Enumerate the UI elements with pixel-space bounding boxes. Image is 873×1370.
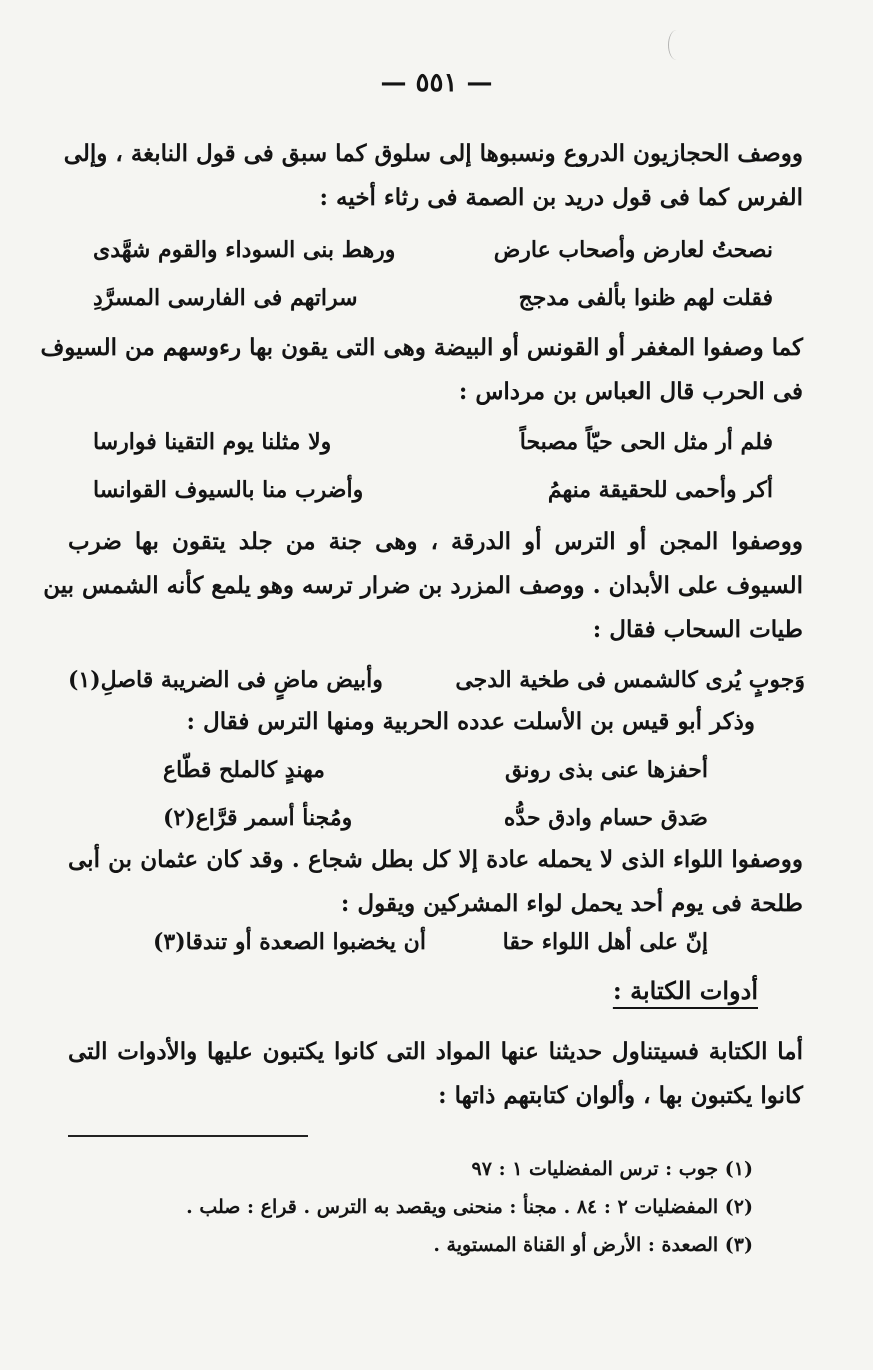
verse-first-hemistich: إنّ على أهل اللواء حقا	[502, 929, 708, 955]
verse-second-hemistich: وأضرب منا بالسيوف القوانسا	[93, 477, 364, 503]
text-line: وذكر أبو قيس بن الأسلت عدده الحربية ومنها الترس فقال :	[186, 708, 755, 735]
verse-line	[93, 466, 773, 514]
paragraph-helmet	[40, 326, 803, 414]
verse-first-hemistich: صَدق حسام وادق حدُّه	[503, 805, 708, 831]
poem-muzarrid	[68, 656, 805, 704]
ink-smudge	[668, 30, 685, 60]
text-line: فى الحرب قال العباس بن مرداس :	[458, 378, 803, 405]
paragraph-banner	[68, 838, 803, 926]
paragraph-abu-qays	[187, 700, 756, 744]
verse-line	[68, 656, 805, 704]
text-line: ووصف الحجازيون الدروع ونسبوها إلى سلوق كما سبق فى قول النابغة ، وإلى	[63, 140, 803, 167]
poem-abbas	[93, 418, 773, 514]
verse-first-hemistich: فلم أر مثل الحى حيّاً مصبحاً	[519, 429, 773, 455]
verse-second-hemistich: سراتهم فى الفارسى المسرَّدِ	[93, 285, 358, 311]
verse-line	[163, 794, 708, 842]
footnote-divider	[68, 1135, 308, 1137]
text-line: السيوف على الأبدان . ووصف المزرد بن ضرار ترسه وهو يلمع كأنه الشمس بين	[43, 572, 803, 599]
verse-first-hemistich: وَجوبٍ يُرى كالشمس فى طخية الدجى	[455, 667, 805, 693]
verse-line	[93, 274, 773, 322]
footnotes	[103, 1150, 753, 1264]
text-line: طيات السحاب فقال :	[592, 616, 803, 643]
section-heading: أدوات الكتابة :	[612, 976, 758, 1005]
poem-uthman	[153, 918, 708, 966]
paragraph-shield	[43, 520, 803, 652]
paragraph-writing	[68, 1030, 803, 1118]
verse-first-hemistich: أكر وأحمى للحقيقة منهمُ	[547, 477, 773, 503]
text-line: كانوا يكتبون بها ، وألوان كتابتهم ذاتها :	[438, 1082, 803, 1109]
verse-second-hemistich: وأبيض ماضٍ فى الضريبة قاصلِ(١)	[68, 667, 383, 693]
text-line: أما الكتابة فسيتناول حديثنا عنها المواد التى كانوا يكتبون عليها والأدوات التى	[68, 1038, 803, 1065]
verse-second-hemistich: ومُجنأ أسمر قرَّاع(٢)	[163, 805, 353, 831]
footnote-1	[153, 1150, 753, 1188]
verse-line	[93, 418, 773, 466]
poem-abu-qays	[163, 746, 708, 842]
paragraph-armor-hijazi	[63, 132, 803, 220]
text-line: ووصفوا المجن أو الترس أو الدرقة ، وهى جنة من جلد يتقون بها ضرب	[68, 528, 803, 555]
footnote-2: (٢) المفضليات ٢ : ٨٤ . مجنأ : منحنى ويقصد به الترس . قراع : صلب .	[186, 1196, 753, 1218]
footnote-1-text: (١) جوب : ترس	[619, 1158, 753, 1180]
text-line: طلحة فى يوم أحد يحمل لواء المشركين ويقول :	[340, 890, 803, 917]
verse-first-hemistich: فقلت لهم ظنوا بألفى مدجج	[518, 285, 773, 311]
footnote-1-source: المفضليات ١ : ٩٧	[471, 1158, 613, 1180]
verse-second-hemistich: أن يخضبوا الصعدة أو تندقا(٣)	[153, 929, 426, 955]
verse-second-hemistich: ورهط بنى السوداء والقوم شهَّدى	[93, 237, 396, 263]
footnote-3: (٣) الصعدة : الأرض أو القناة المستوية .	[433, 1234, 753, 1256]
text-line: ووصفوا اللواء الذى لا يحمله عادة إلا كل بطل شجاع . وقد كان عثمان بن أبى	[68, 846, 803, 873]
verse-second-hemistich: مهندٍ كالملح قطّاع	[163, 757, 325, 783]
verse-line	[93, 226, 773, 274]
verse-second-hemistich: ولا مثلنا يوم التقينا فوارسا	[93, 429, 332, 455]
verse-line	[153, 918, 708, 966]
text-line: كما وصفوا المغفر أو القونس أو البيضة وهى التى يقون بها رءوسهم من السيوف	[40, 334, 803, 361]
text-line: الفرس كما فى قول دريد بن الصمة فى رثاء أخيه :	[319, 184, 803, 211]
verse-line	[163, 746, 708, 794]
verse-first-hemistich: أحفزها عنى بذى رونق	[505, 757, 708, 783]
verse-first-hemistich: نصحتُ لعارض وأصحاب عارض	[493, 237, 773, 263]
page-number: — ٥٥١ —	[380, 68, 493, 98]
poem-durayd	[93, 226, 773, 322]
